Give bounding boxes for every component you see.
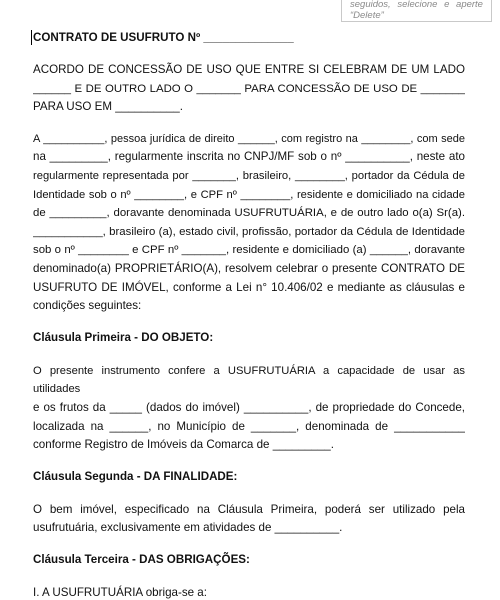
clause-2-paragraph bbox=[33, 501, 465, 538]
intro-line: PARA USO EM __________. bbox=[33, 100, 183, 114]
clause-2-title: Cláusula Segunda - DA FINALIDADE: bbox=[33, 469, 238, 483]
tooltip-word: e bbox=[444, 0, 450, 10]
contract-title-row bbox=[33, 26, 465, 49]
tooltip-line-1 bbox=[350, 0, 483, 11]
clause-1-title: Cláusula Primeira - DO OBJETO: bbox=[33, 330, 214, 344]
parties-line: Identidade sob o nº ________, e CPF nº ________, residente e domiciliado na cidade bbox=[33, 188, 465, 201]
document-body[interactable] bbox=[33, 26, 465, 600]
clause-2-line: O bem imóvel, especificado na Cláusula Primeira, poderá ser utilizado pela bbox=[33, 502, 465, 516]
parties-paragraph bbox=[33, 130, 465, 316]
clause-1-line: O presente instrumento confere a USUFRUTUÁRIA a capacidade de usar as utilidades bbox=[33, 364, 465, 396]
parties-line: A __________, pessoa jurídica de direito ______, com registro na ________, com sede bbox=[33, 132, 465, 145]
clause-3-title: Cláusula Terceira - DAS OBRIGAÇÕES: bbox=[33, 552, 250, 566]
clause-2-line: usufrutuária, exclusivamente em atividades de __________. bbox=[33, 521, 343, 535]
clause-1-paragraph bbox=[33, 362, 465, 455]
text-cursor bbox=[31, 30, 32, 45]
tooltip-line-2: “Delete” bbox=[350, 9, 384, 21]
parties-line: condições seguintes: bbox=[33, 299, 142, 313]
help-tooltip bbox=[341, 0, 492, 22]
parties-line: ___________, brasileiro (a), estado civil, profissão, portador da Cédula de Identidade bbox=[33, 225, 465, 238]
intro-line: ACORDO DE CONCESSÃO DE USO QUE ENTRE SI CELEBRAM DE UM LADO bbox=[33, 63, 465, 76]
clause-3-line: I. A USUFRUTUÁRIA obriga-se a: bbox=[33, 585, 207, 599]
contract-title: CONTRATO DE USUFRUTO Nº ______________ bbox=[33, 31, 294, 44]
clause-3-paragraph bbox=[33, 584, 465, 600]
tooltip-word: seguidos, bbox=[350, 0, 391, 10]
parties-line: denominado(a) PROPRIETÁRIO(A), resolvem celebrar o presente CONTRATO DE bbox=[33, 261, 465, 275]
parties-line: USUFRUTO DE IMÓVEL, conforme a Lei n° 10.406/02 e mediante as cláusulas e bbox=[33, 280, 465, 294]
clause-1-line: localizada na ______, no Município de _______, denominada de ___________ bbox=[33, 419, 465, 433]
parties-line: regularmente representada por _______, brasileiro, ________, portador da Cédula de bbox=[33, 169, 465, 182]
intro-line: ______ E DE OUTRO LADO O _______ PARA CONCESSÃO DE USO DE _______ bbox=[33, 82, 465, 95]
parties-line: na _________, regularmente inscrita no CNPJ/MF sob o nº __________, neste ato bbox=[33, 150, 465, 164]
parties-line: sob o nº ________ e CPF nº _______, residente e domiciliado (a) ______, doravante bbox=[33, 244, 465, 257]
clause-1-line: e os frutos da _____ (dados do imóvel) __________, de propriedade do Concede, bbox=[33, 400, 465, 414]
tooltip-word: selecione bbox=[397, 0, 438, 10]
parties-line: de _________, doravante denominada USUFRUTUÁRIA, e de outro lado o(a) Sr(a). bbox=[33, 207, 465, 220]
intro-paragraph bbox=[33, 61, 465, 117]
tooltip-word: aperte bbox=[456, 0, 483, 10]
clause-1-line: conforme Registro de Imóveis da Comarca de _________. bbox=[33, 438, 334, 452]
